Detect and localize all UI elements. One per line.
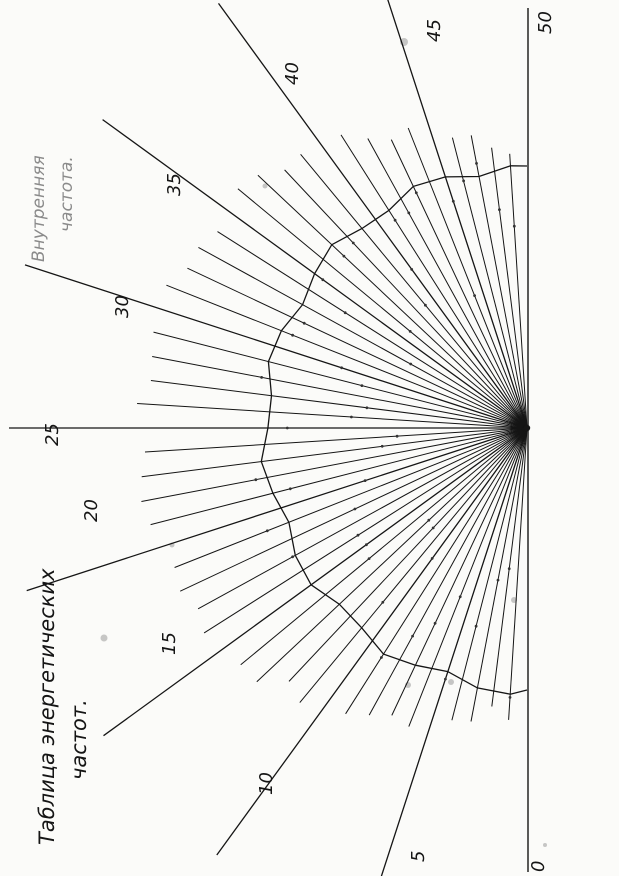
pencil-mark-22 xyxy=(254,478,257,481)
pencil-mark-39 xyxy=(424,304,427,307)
tick-label-30: 30 xyxy=(112,295,133,318)
tick-label-20: 20 xyxy=(81,499,102,522)
center-point xyxy=(524,425,530,431)
pencil-mark-30 xyxy=(340,366,343,369)
pencil-mark-42 xyxy=(407,212,410,215)
pencil-mark-47 xyxy=(475,162,478,165)
pencil-mark-45 xyxy=(452,200,455,203)
pencil-mark-2 xyxy=(508,567,511,570)
pencil-mark-24 xyxy=(396,435,399,438)
chart-title-line-1: Таблица энергетических xyxy=(35,568,59,845)
pencil-mark-21 xyxy=(289,487,292,490)
pencil-mark-48 xyxy=(498,208,501,211)
pencil-mark-8 xyxy=(411,635,414,638)
pencil-mark-33 xyxy=(409,363,412,366)
pencil-mark-36 xyxy=(409,330,412,333)
pencil-mark-37 xyxy=(343,255,346,258)
pencil-mark-27 xyxy=(366,406,369,409)
pencil-mark-9 xyxy=(380,656,383,659)
pencil-mark-10 xyxy=(431,557,434,560)
pencil-mark-26 xyxy=(350,416,353,419)
pencil-mark-12 xyxy=(432,527,435,530)
tick-label-35: 35 xyxy=(164,173,185,196)
pencil-mark-18 xyxy=(354,508,357,511)
pencil-mark-15 xyxy=(365,543,368,546)
tick-label-25: 25 xyxy=(42,423,63,446)
pencil-mark-3 xyxy=(497,579,500,582)
pencil-mark-19 xyxy=(266,529,269,532)
pencil-mark-40 xyxy=(410,268,413,271)
pencil-mark-41 xyxy=(394,219,397,222)
pencil-mark-31 xyxy=(291,334,294,337)
pencil-mark-20 xyxy=(364,479,367,482)
pencil-mark-49 xyxy=(513,225,516,228)
pencil-mark-13 xyxy=(427,519,430,522)
pencil-mark-28 xyxy=(260,376,263,379)
pencil-mark-14 xyxy=(368,557,371,560)
pencil-mark-32 xyxy=(303,322,306,325)
tick-label-0: 0 xyxy=(528,860,549,872)
pencil-mark-11 xyxy=(381,601,384,604)
pencil-mark-34 xyxy=(344,311,347,314)
tick-label-45: 45 xyxy=(424,19,445,42)
pencil-mark-4 xyxy=(475,625,478,628)
tick-label-50: 50 xyxy=(535,11,556,34)
pencil-mark-17 xyxy=(291,555,294,558)
pencil-mark-7 xyxy=(434,622,437,625)
inner-frequency-label-line-2: частота. xyxy=(57,156,77,232)
tick-label-15: 15 xyxy=(159,632,180,655)
pencil-mark-38 xyxy=(352,242,355,245)
pencil-mark-46 xyxy=(462,180,465,183)
tick-label-10: 10 xyxy=(256,772,277,795)
pencil-mark-29 xyxy=(361,384,364,387)
pencil-mark-23 xyxy=(381,445,384,448)
pencil-mark-44 xyxy=(473,294,476,297)
pencil-mark-35 xyxy=(321,278,324,281)
pencil-mark-1 xyxy=(509,696,512,699)
pencil-mark-25 xyxy=(286,427,289,430)
inner-frequency-label-line-1: Внутренняя xyxy=(29,155,49,262)
pencil-mark-43 xyxy=(415,191,418,194)
chart-title-line-2: частот. xyxy=(67,699,91,780)
pencil-mark-16 xyxy=(357,534,360,537)
tick-label-40: 40 xyxy=(282,62,303,85)
pencil-mark-5 xyxy=(444,678,447,681)
tick-label-5: 5 xyxy=(408,850,429,862)
pencil-mark-6 xyxy=(459,595,462,598)
